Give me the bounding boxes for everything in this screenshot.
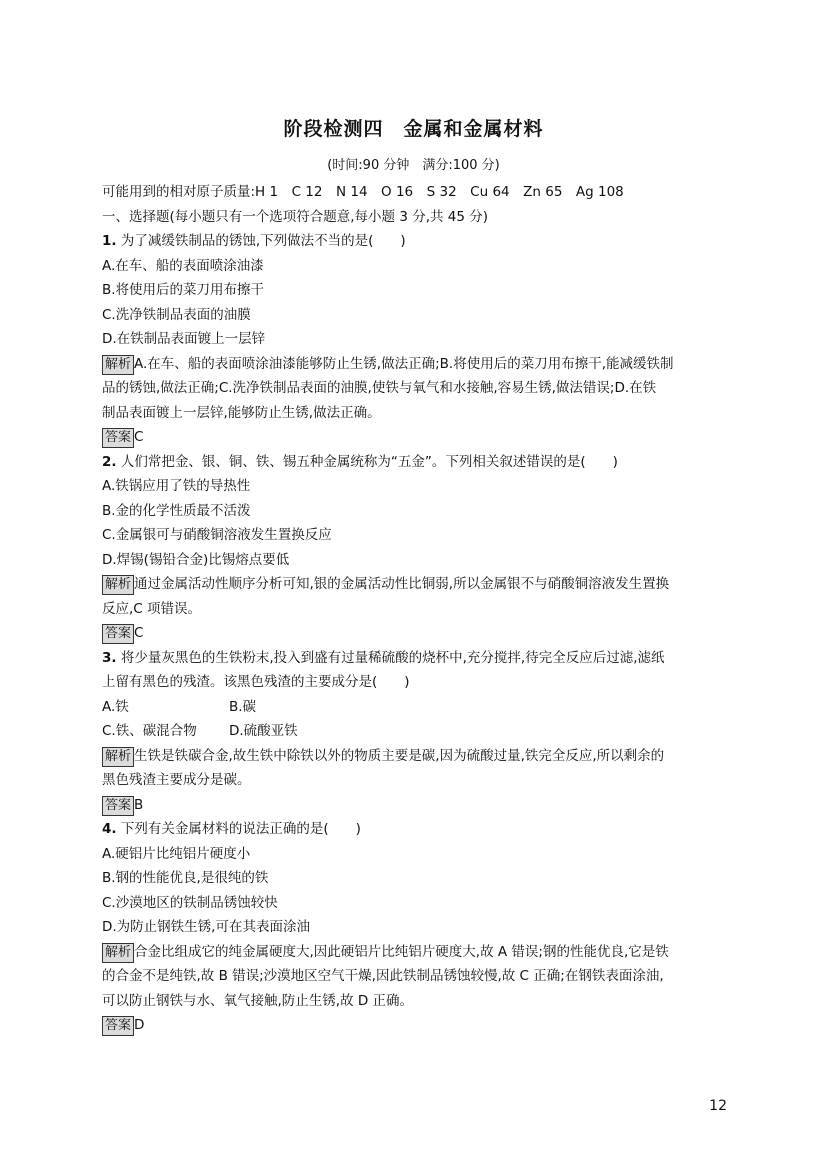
question-3 bbox=[102, 646, 730, 818]
analysis-tag: 解析 bbox=[102, 747, 134, 767]
option: A.铁 bbox=[102, 698, 129, 715]
answer bbox=[102, 621, 730, 646]
option: C.洗净铁制品表面的油膜 bbox=[102, 306, 251, 323]
analysis-line: 黑色残渣主要成分是碳。 bbox=[102, 772, 251, 788]
option: D.在铁制品表面镀上一层锌 bbox=[102, 331, 266, 347]
option: B.金的化学性质最不活泼 bbox=[102, 502, 251, 519]
question-stem bbox=[102, 646, 730, 671]
question-number: 3. bbox=[102, 649, 117, 666]
option: B.碳 bbox=[229, 698, 257, 715]
question-2 bbox=[102, 450, 730, 646]
page-number: 12 bbox=[709, 1098, 727, 1114]
analysis-line: 生铁是铁碳合金,故生铁中除铁以外的物质主要是碳,因为硫酸过量,铁完全反应,所以剩余的 bbox=[134, 747, 665, 764]
question-stem bbox=[102, 450, 730, 475]
option: A.在车、船的表面喷涂油漆 bbox=[102, 257, 264, 274]
question-1 bbox=[102, 229, 730, 450]
question-text: 人们常把金、银、铜、铁、锡五种金属统称为“五金”。下列相关叙述错误的是( ) bbox=[120, 453, 618, 470]
analysis-tag: 解析 bbox=[102, 575, 134, 595]
answer-tag: 答案 bbox=[102, 428, 134, 448]
option: B.将使用后的菜刀用布擦干 bbox=[102, 282, 265, 298]
question-text: 下列有关金属材料的说法正确的是( ) bbox=[120, 821, 361, 837]
analysis-tag: 解析 bbox=[102, 943, 134, 963]
option-row bbox=[102, 695, 730, 720]
analysis-tag: 解析 bbox=[102, 355, 134, 375]
analysis bbox=[102, 940, 730, 965]
analysis-line: 可以防止钢铁与水、氧气接触,防止生锈,故 D 正确。 bbox=[102, 992, 414, 1009]
question-number: 1. bbox=[102, 233, 117, 249]
analysis-line: A.在车、船的表面喷涂油漆能够防止生锈,做法正确;B.将使用后的菜刀用布擦干,能减缓铁制 bbox=[134, 355, 674, 372]
answer-value: D bbox=[134, 1017, 145, 1033]
answer bbox=[102, 1013, 730, 1038]
question-4 bbox=[102, 817, 730, 1038]
question-text: 为了减缓铁制品的锈蚀,下列做法不当的是( ) bbox=[120, 233, 406, 249]
option: C.金属银可与硝酸铜溶液发生置换反应 bbox=[102, 527, 332, 543]
option: B.钢的性能优良,是很纯的铁 bbox=[102, 870, 269, 886]
section-heading: 一、选择题(每小题只有一个选项符合题意,每小题 3 分,共 45 分) bbox=[102, 208, 489, 225]
option: C.沙漠地区的铁制品锈蚀较快 bbox=[102, 894, 278, 911]
answer-tag: 答案 bbox=[102, 796, 134, 816]
question-text: 上留有黑色的残渣。该黑色残渣的主要成分是( ) bbox=[102, 674, 410, 690]
analysis bbox=[102, 352, 730, 377]
analysis-line: 制品表面镀上一层锌,能够防止生锈,做法正确。 bbox=[102, 404, 381, 421]
answer-value: C bbox=[134, 625, 144, 641]
option: D.硫酸亚铁 bbox=[229, 723, 298, 739]
answer-value: B bbox=[134, 796, 144, 813]
answer-value: C bbox=[134, 429, 144, 445]
page-title: 阶段检测四 金属和金属材料 bbox=[283, 118, 544, 140]
analysis-line: 合金比组成它的纯金属硬度大,因此硬铝片比纯铝片硬度大,故 A 错误;钢的性能优良,它是铁 bbox=[134, 943, 669, 960]
question-text: 将少量灰黑色的生铁粉末,投入到盛有过量稀硫酸的烧杯中,充分搅拌,待完全反应后过滤,滤纸 bbox=[120, 649, 665, 666]
analysis-line: 通过金属活动性顺序分析可知,银的金属活动性比铜弱,所以金属银不与硝酸铜溶液发生置换 bbox=[134, 576, 670, 592]
analysis-line: 反应,C 项错误。 bbox=[102, 600, 202, 617]
option: A.硬铝片比纯铝片硬度小 bbox=[102, 845, 251, 862]
analysis-line: 的合金不是纯铁,故 B 错误;沙漠地区空气干燥,因此铁制品锈蚀较慢,故 C 正确;在钢铁表面涂油, bbox=[102, 968, 664, 984]
analysis-line: 品的锈蚀,做法正确;C.洗净铁制品表面的油膜,使铁与氧气和水接触,容易生锈,做法错误;D.在铁 bbox=[102, 380, 657, 396]
answer bbox=[102, 425, 730, 450]
atomic-masses: 可能用到的相对原子质量:H 1 C 12 N 14 O 16 S 32 Cu 64 Zn 65 Ag 108 bbox=[102, 184, 624, 200]
option: D.为防止钢铁生锈,可在其表面涂油 bbox=[102, 919, 310, 935]
question-stem bbox=[102, 817, 730, 842]
analysis bbox=[102, 744, 730, 769]
question-number: 2. bbox=[102, 453, 117, 470]
exam-info: (时间:90 分钟 满分:100 分) bbox=[327, 158, 500, 173]
question-number: 4. bbox=[102, 821, 117, 837]
option: A.铁锅应用了铁的导热性 bbox=[102, 478, 251, 494]
option-row bbox=[102, 719, 730, 744]
analysis bbox=[102, 572, 730, 597]
document-body bbox=[102, 180, 730, 1038]
option: C.铁、碳混合物 bbox=[102, 723, 197, 739]
question-stem bbox=[102, 229, 730, 254]
answer-tag: 答案 bbox=[102, 624, 134, 644]
answer-tag: 答案 bbox=[102, 1016, 134, 1036]
option: D.焊锡(锡铅合金)比锡熔点要低 bbox=[102, 551, 290, 568]
answer bbox=[102, 793, 730, 818]
